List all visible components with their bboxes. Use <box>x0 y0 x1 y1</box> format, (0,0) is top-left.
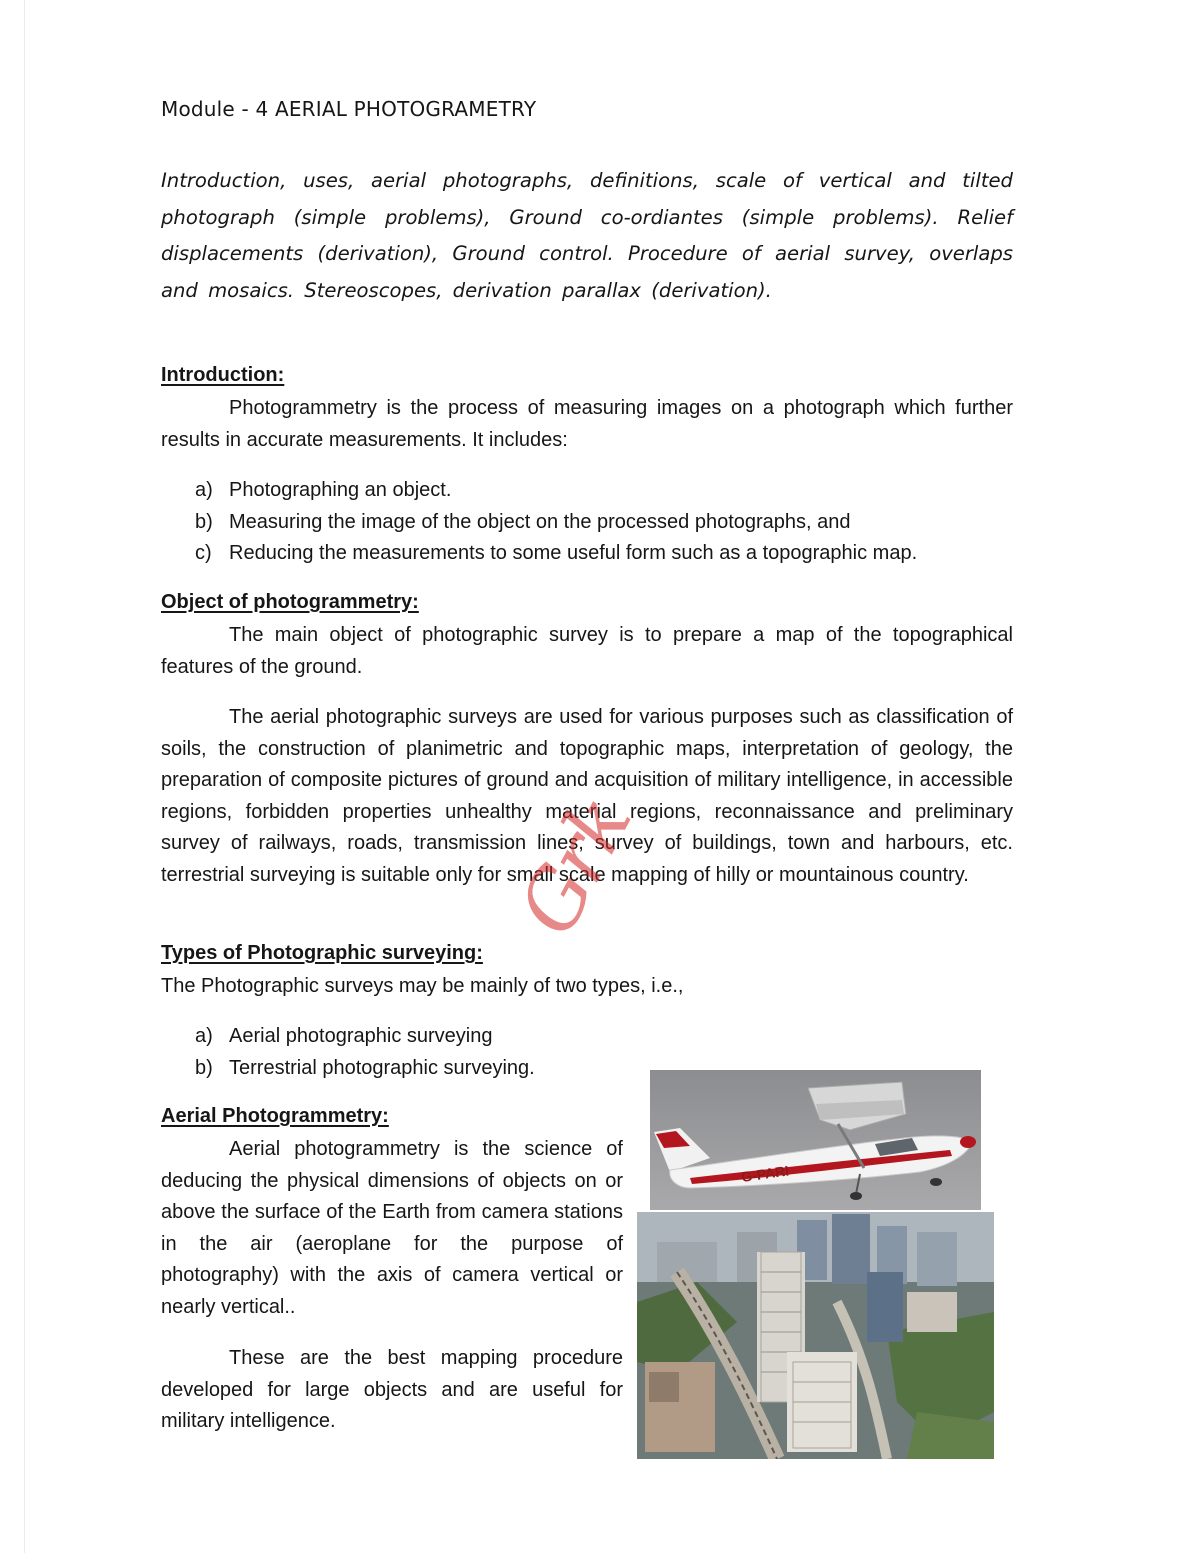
page-edge <box>24 0 25 1553</box>
aerial-paragraph-2-text: These are the best mapping procedure developed for large objects and are useful for military intelligence. <box>161 1347 623 1432</box>
aerial-heading: Aerial Photogrammetry: <box>161 1105 389 1127</box>
aerial-city-photo <box>637 1212 994 1459</box>
list-item-text: Aerial photographic surveying <box>229 1025 493 1047</box>
types-list <box>195 1021 535 1084</box>
object-heading: Object of photogrammetry: <box>161 591 419 613</box>
list-marker: a) <box>195 479 213 501</box>
list-marker: c) <box>195 542 212 565</box>
list-item-text: Measuring the image of the object on the processed photographs, and <box>229 510 851 533</box>
introduction-paragraph <box>161 393 1013 456</box>
aerial-paragraph-1 <box>161 1134 623 1323</box>
object-paragraph-2 <box>161 702 1013 891</box>
list-item-text: Terrestrial photographic surveying. <box>229 1056 535 1079</box>
types-heading: Types of Photographic surveying: <box>161 942 483 964</box>
object-paragraph-1-text: The main object of photographic survey is to prepare a map of the topographical features of the ground. <box>161 624 1013 678</box>
plane-registration: G-PARI <box>740 1162 790 1185</box>
syllabus-text: Introduction, uses, aerial photographs, definitions, scale of vertical and tilted photograph (simple problems), Ground co-ordiantes (simple problems). Relief displacements (derivation), Ground control. Procedure of aerial survey, overlaps and mosaics. Stereoscopes, derivation parallax (derivation). <box>161 169 1013 302</box>
list-item <box>195 538 917 570</box>
introduction-paragraph-text: Photogrammetry is the process of measuring images on a photograph which further results in accurate measurements. It includes: <box>161 397 1013 451</box>
list-item-text: Reducing the measurements to some useful form such as a topographic map. <box>229 542 918 565</box>
introduction-heading: Introduction: <box>161 364 285 386</box>
list-item <box>195 507 917 539</box>
list-item <box>195 475 917 507</box>
list-marker: a) <box>195 1025 213 1047</box>
aeroplane-photo <box>650 1070 981 1210</box>
list-item <box>195 1053 535 1085</box>
list-marker: b) <box>195 510 213 533</box>
list-marker: b) <box>195 1056 213 1079</box>
aerial-paragraph-2 <box>161 1343 623 1438</box>
object-paragraph-2-text: The aerial photographic surveys are used for various purposes such as classification of soils, the construction of planimetric and topographic maps, interpretation of geology, the preparation of composite pictures of ground and acquisition of military intelligence, in accessible regions, forbidden properties unhealthy material regions, reconnaissance and preliminary survey of railways, roads, transmission lines, survey of buildings, town and harbours, etc. terrestrial surveying is suitable only for small scale mapping of hilly or mountainous country. <box>161 706 1013 886</box>
aerial-paragraph-1-text: Aerial photogrammetry is the science of deducing the physical dimensions of objects on or above the surface of the Earth from camera stations in the air (aeroplane for the purpose of photography) with the axis of camera vertical or nearly vertical.. <box>161 1138 623 1318</box>
module-title: Module - 4 AERIAL PHOTOGRAMETRY <box>161 97 537 121</box>
object-paragraph-1 <box>161 620 1013 683</box>
watermark-stamp: Grk <box>500 783 648 950</box>
list-item-text: Photographing an object. <box>229 479 452 501</box>
list-item <box>195 1021 535 1053</box>
types-intro: The Photographic surveys may be mainly of two types, i.e., <box>161 975 684 997</box>
introduction-list <box>195 475 917 570</box>
